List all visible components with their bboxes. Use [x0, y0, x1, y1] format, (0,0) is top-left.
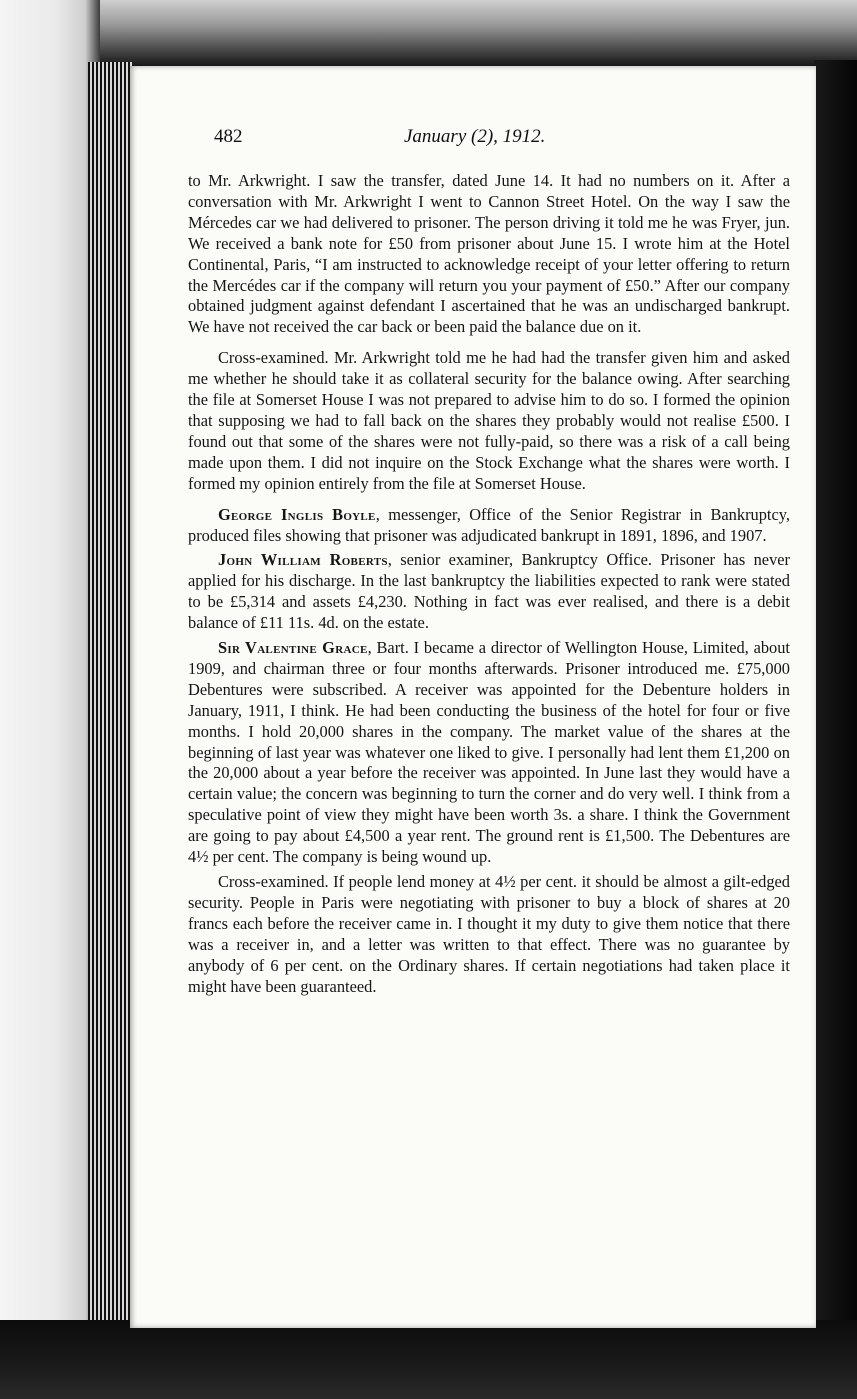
- page-number: 482: [214, 126, 243, 147]
- witness-name: Sir Valentine Grace: [218, 638, 368, 658]
- page-header: [214, 126, 774, 156]
- scan-left-margin: [0, 0, 100, 1399]
- body-text: [188, 171, 790, 997]
- scan-bottom-shadow: [0, 1320, 857, 1399]
- scan-right-shadow: [814, 60, 857, 1399]
- paragraph-cross-examined-1: Cross-examined. Mr. Arkwright told me he had had the transfer given him and asked me whether he should take it as collateral security for the balance owing. After searching the file at Somerset House I was not prepared to advise him to do so. I formed the opinion that supposing we had to fall back on the shares they probably would not realise £500. I found out that some of the shares were not fully-paid, so there was a risk of a call being made upon them. I did not inquire on the Stock Exchange what the shares were worth. I formed my opinion entirely from the file at Somerset House.: [188, 348, 790, 493]
- paragraph-grace: [188, 638, 790, 868]
- witness-testimony: , senior examiner, Bankruptcy Office. Prisoner has never applied for his discharge. In the last bankruptcy the liabilities expected to rank were stated to be £5,314 and assets £4,230. Nothing in fact was ever realised, and there is a debit balance of £11 11s. 4d. on the estate.: [188, 550, 790, 633]
- witness-testimony: , Bart. I became a director of Wellington House, Limited, about 1909, and chairman three or four months afterwards. Prisoner introduced me. £75,000 Debentures were subscribed. A receiver was appointed for the Debenture holders in January, 1911, I think. He had been conducting the business of the hotel for four or five months. I hold 20,000 shares in the company. The market value of the shares at the beginning of last year was whatever one liked to give. I personally had lent them £1,200 on the 20,000 about a year before the receiver was appointed. In June last they would have a certain value; the concern was beginning to turn the corner and do very well. I think from a speculative point of view they might have been worth 3s. a share. I think the Government are going to pay about £4,500 a year rent. The ground rent is £1,500. The Debentures are 4½ per cent. The company is being wound up.: [188, 638, 790, 867]
- witness-name: George Inglis Boyle: [218, 504, 376, 524]
- paragraph-roberts: [188, 550, 790, 634]
- paragraph-transfer-testimony: to Mr. Arkwright. I saw the transfer, dated June 14. It had no numbers on it. After a conversation with Mr. Arkwright I went to Cannon Street Hotel. On the way I saw the Mércedes car we had delivered to prisoner. The person driving it told me he was Fryer, jun. We received a bank note for £50 from prisoner about June 15. I wrote him at the Hotel Continental, Paris, “I am instructed to acknowledge receipt of your letter offering to return the Mercédes car if the company will return you your payment of £50.” After our company obtained judgment against defendant I ascertained that he was an undischarged bankrupt. We have not received the car back or been paid the balance due on it.: [188, 171, 790, 337]
- witness-testimony: , messenger, Office of the Senior Registrar in Bankruptcy, produced files showing that prisoner was adjudicated bankrupt in 1891, 1896, and 1907.: [188, 504, 790, 545]
- paragraph-cross-examined-2: Cross-examined. If people lend money at 4½ per cent. it should be almost a gilt-edged security. People in Paris were negotiating with prisoner to buy a block of shares at 20 francs each before the receiver came in. I thought it my duty to give them notice that there was a receiver in, and a letter was written to that effect. There was no guarantee by anybody of 6 per cent. on the Ordinary shares. If certain negotiations had taken place it might have been guaranteed.: [188, 872, 790, 996]
- witness-name: John William Roberts: [218, 550, 388, 570]
- scan-background-top: [0, 0, 857, 70]
- running-head: January (2), 1912.: [404, 126, 546, 147]
- book-page: [130, 66, 816, 1328]
- book-page-edges: [88, 62, 132, 1362]
- paragraph-boyle: [188, 505, 790, 547]
